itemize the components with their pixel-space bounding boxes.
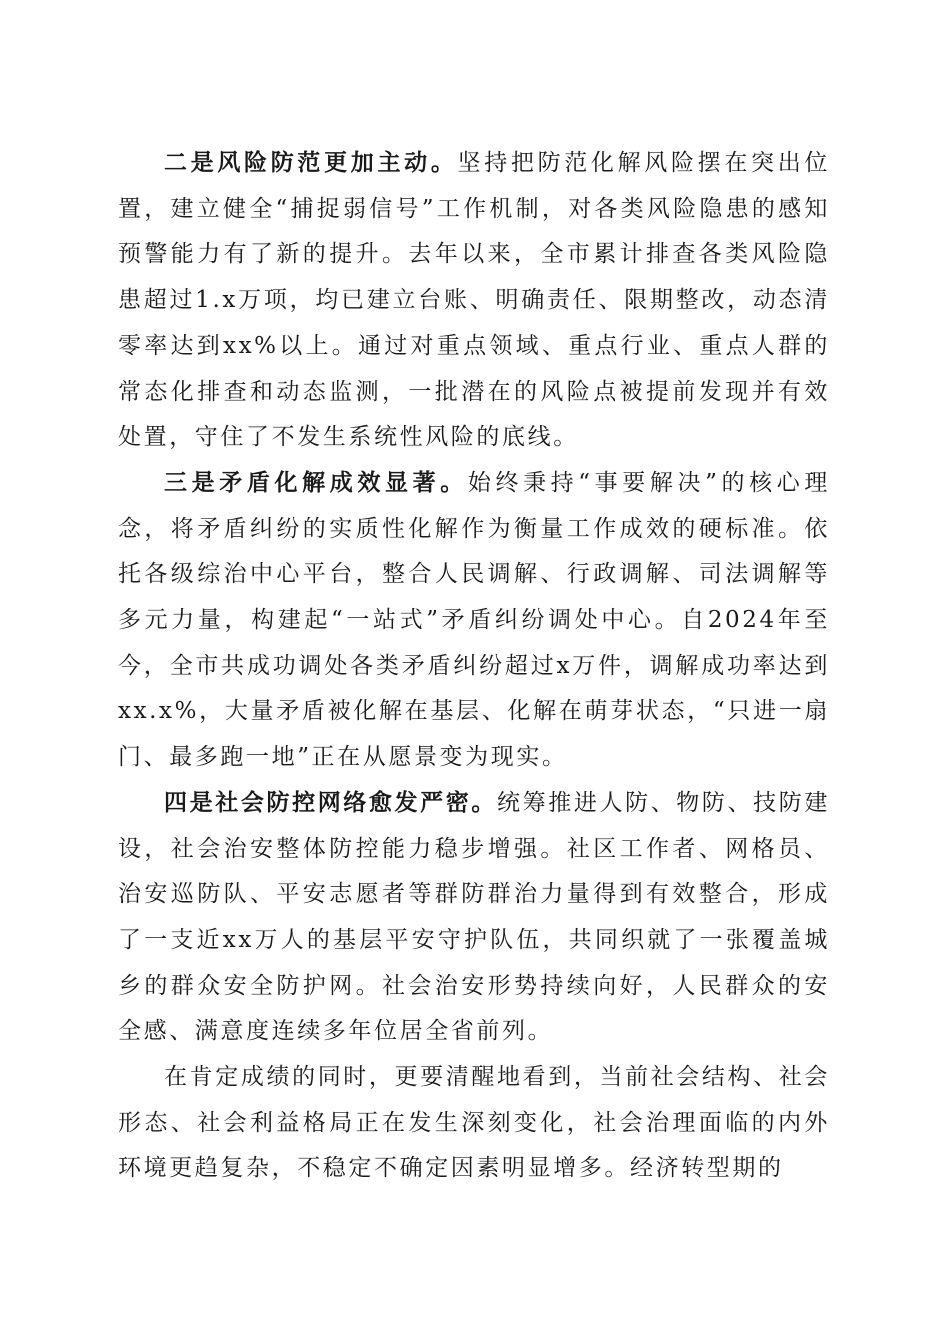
paragraph-risk-prevention (118, 141, 830, 461)
paragraph-lead: 二是风险防范更加主动。 (164, 150, 458, 176)
paragraph-text: 统筹推进人防、物防、技防建设，社会治安整体防控能力稳步增强。社区工作者、网格员、治安巡防队、平安志愿者等群防群治力量得到有效整合，形成了一支近xx万人的基层平安守护队伍，共同织就了一张覆盖城乡的群众安全防护网。社会治安形势持续向好，人民群众的安全感、满意度连续多年位居全省前列。 (118, 789, 830, 1045)
paragraph-lead: 三是矛盾化解成效显著。 (164, 469, 468, 496)
paragraph-text: 坚持把防范化解风险摆在突出位置，建立健全“捕捉弱信号”工作机制，对各类风险隐患的感知预警能力有了新的提升。去年以来，全市累计排查各类风险隐患超过1.x万项，均已建立台账、明确责任、限期整改，动态清零率达到xx%以上。通过对重点领域、重点行业、重点人群的常态化排查和动态监测，一批潜在的风险点被提前发现并有效处置，守住了不发生系统性风险的底线。 (118, 150, 830, 451)
paragraph-text: 始终秉持“事要解决”的核心理念，将矛盾纠纷的实质性化解作为衡量工作成效的硬标准。依托各级综治中心平台，整合人民调解、行政调解、司法调解等多元力量，构建起“一站式”矛盾纠纷调处中心。自2024年至今，全市共成功调处各类矛盾纠纷超过x万件，调解成功率达到xx.x%，大量矛盾被化解在基层、化解在萌芽状态，“只进一扇门、最多跑一地”正在从愿景变为现实。 (118, 469, 830, 771)
paragraph-challenges (118, 1055, 830, 1192)
paragraph-lead: 四是社会防控网络愈发严密。 (164, 789, 497, 816)
paragraph-conflict-resolution (118, 461, 830, 781)
paragraph-text: 在肯定成绩的同时，更要清醒地看到，当前社会结构、社会形态、社会利益格局正在发生深刻变化，社会治理面临的内外环境更趋复杂，不稳定不确定因素明显增多。经济转型期的 (118, 1064, 830, 1182)
paragraph-social-control-network (118, 781, 830, 1055)
document-body (118, 141, 830, 1192)
